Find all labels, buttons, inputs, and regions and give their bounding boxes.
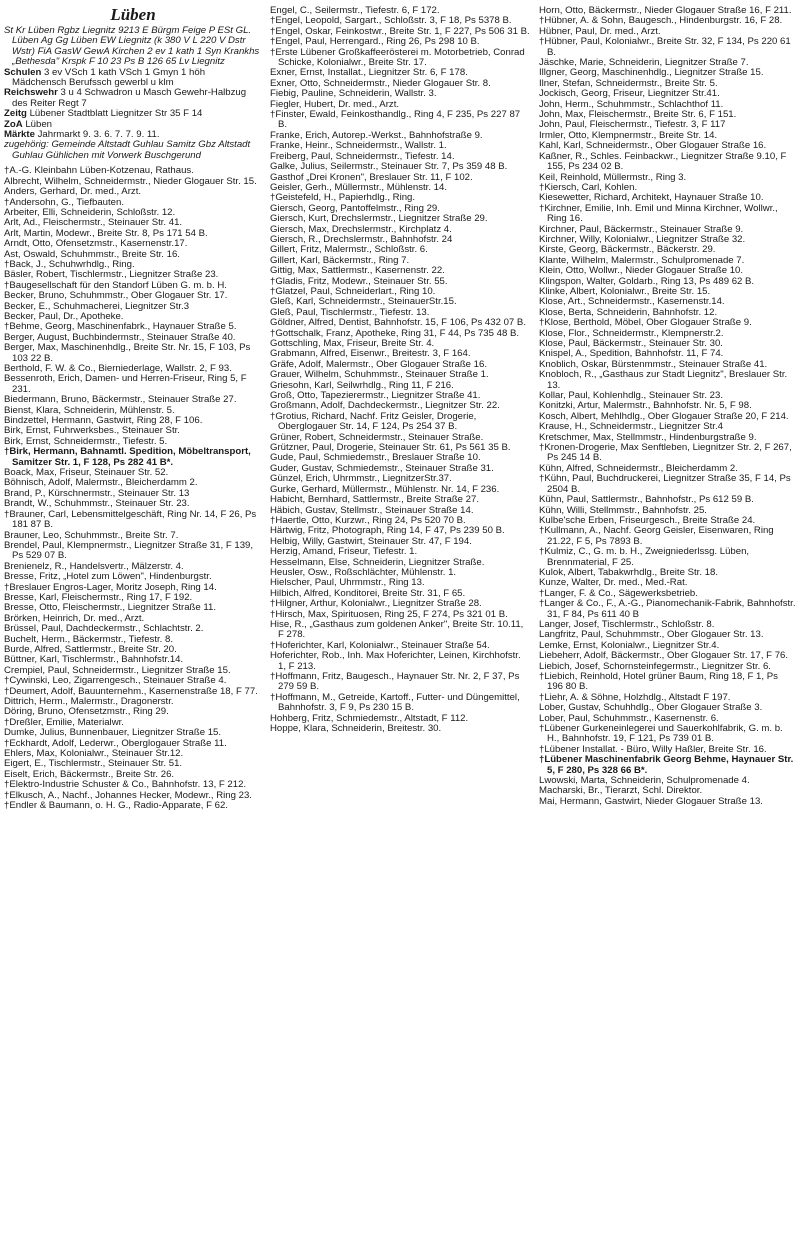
directory-entry: Ast, Oswald, Schuhmmstr., Breite Str. 16. [4, 248, 180, 260]
directory-entry: Gurke, Gerhard, Müllermstr., Mühlenstr. Nr. 14, F 236. [270, 483, 500, 495]
column-3 [539, 6, 796, 1254]
directory-entry: Knispel, A., Spedition, Bahnhofstr. 11, F 74. [539, 348, 724, 360]
directory-entry: Gräfe, Adolf, Malermstr., Ober Glogauer Straße 16. [270, 358, 488, 370]
directory-entry: Kirchner, Paul, Bäckermstr., Steinauer Straße 9. [539, 223, 744, 235]
directory-entry: †Birk, Hermann, Bahnamtl. Spedition, Möbeltransport, Samitzer Str. 1, F 128, Ps 282 41 B*. [4, 446, 251, 468]
directory-entry: Klinke, Albert, Kolonialwr., Breite Str. 15. [539, 285, 711, 297]
section-label: Reichswehr [4, 87, 58, 99]
directory-entry: Büttner, Karl, Tischlermstr., Bahnhofstr.14. [4, 654, 184, 666]
section-text: Jahrmarkt 9. 3. 6. 7. 7. 9. 11. [34, 129, 160, 141]
directory-entry: Becker, E., Schuhmacherei, Liegnitzer Str.3 [4, 300, 190, 312]
directory-entry: †Klose, Berthold, Möbel, Ober Glogauer Straße 9. [539, 317, 752, 329]
section-schulen [4, 68, 262, 89]
directory-entry: Hoferichter, Rob., Inh. Max Hoferichter, Leinen, Kirchhofstr. 1, F 213. [270, 650, 521, 672]
entry-list-col1 [4, 166, 262, 811]
directory-entry: Geisler, Gerh., Müllermstr., Mühlenstr. 14. [270, 181, 448, 193]
directory-entry: Jäschke, Marie, Schneiderin, Liegnitzer Straße 7. [539, 57, 749, 69]
section-label: ZoA [4, 118, 23, 130]
directory-entry: Hohberg, Fritz, Schmiedemstr., Altstadt, F 112. [270, 712, 469, 724]
directory-entry: †Hübner, A. & Sohn, Baugesch., Hindenburgstr. 16, F 28. [539, 15, 783, 27]
directory-entry: Knobloch, R., „Gasthaus zur Stadt Liegnitz", Breslauer Str. 13. [539, 369, 788, 391]
directory-entry: Bessenroth, Erich, Damen- und Herren-Friseur, Ring 5, F 231. [4, 373, 247, 395]
directory-entry: Franke, Heinr., Schneidermstr., Wallstr. 1. [270, 140, 447, 152]
directory-entry: Bresse, Otto, Fleischermstr., Liegnitzer Straße 11. [4, 602, 217, 614]
directory-entry: †Brauner, Carl, Lebensmittelgeschäft, Ring Nr. 14, F 26, Ps 181 87 B. [4, 508, 257, 531]
directory-entry: Kahl, Karl, Schneidermstr., Ober Glogauer Straße 16. [539, 140, 767, 152]
directory-entry: Exner, Otto, Schneidermstr., Nieder Glogauer Str. 8. [270, 77, 491, 89]
section-text: Lübener Stadtblatt Liegnitzer Str 35 F 14 [26, 108, 203, 120]
directory-entry: Heusler, Osw., Roßschlächter, Mühlenstr. 1. [270, 566, 457, 578]
section-reichswehr [4, 88, 262, 109]
directory-entry: Giersch, R., Drechslermstr., Bahnhofstr. 24 [270, 233, 453, 245]
directory-entry: Böhnisch, Adolf, Malermstr., Bleicherdamm 2. [4, 477, 198, 489]
directory-entry: Gottschling, Max, Friseur, Breite Str. 4. [270, 338, 435, 349]
section-text: 3 ev VSch 1 kath VSch 1 Gmyn 1 höh Mädchensch Berufssch gewerbl u klm [12, 66, 206, 89]
directory-entry: Grabmann, Alfred, Eisenwr., Breitestr. 3, F 164. [270, 348, 471, 360]
directory-entry: †Erste Lübener Großkaffeerösterei m. Motorbetrieb, Conrad Schicke, Kolonialwr., Breite Str. 17. [270, 46, 525, 69]
directory-entry: Kosch, Albert, Mehlhdlg., Ober Glogauer Straße 20, F 214. [539, 410, 789, 422]
directory-entry: Langer, Josef, Tischlermstr., Schloßstr. 8. [539, 618, 715, 630]
directory-entry: Ilner, Stefan, Schneidermstr., Breite Str. 5. [539, 77, 718, 89]
directory-entry: †Hilgner, Arthur, Kolonialwr., Liegnitzer Straße 28. [270, 598, 482, 610]
directory-entry: Griesohn, Karl, Seilwrhdlg., Ring 11, F 216. [270, 379, 454, 391]
directory-entry: Brörken, Heinrich, Dr. med., Arzt. [4, 612, 145, 624]
directory-entry: Kühn, Alfred, Schneidermstr., Bleicherdamm 2. [539, 462, 738, 474]
directory-entry: Birk, Ernst, Schneidermstr., Tiefestr. 5. [4, 435, 168, 447]
directory-entry: Lober, Gustav, Schuhhdlg., Ober Glogauer Straße 3. [539, 702, 763, 714]
directory-entry: Arbeiter, Elli, Schneiderin, Schloßstr. 12. [4, 206, 176, 218]
directory-entry: †Grotius, Richard, Nachf. Fritz Geisler, Drogerie, Oberglogauer Str. 14, F 124, Ps 254 37 B. [270, 410, 477, 433]
directory-entry: †A.-G. Kleinbahn Lüben-Kotzenau, Rathaus. [4, 165, 194, 177]
directory-entry: Brand, P., Kürschnermstr., Steinauer Str. 13 [4, 487, 190, 499]
directory-entry: †Kühn, Paul, Buchdruckerei, Liegnitzer Straße 35, F 14, Ps 2504 B. [539, 473, 791, 495]
directory-entry: Liebeherr, Adolf, Bäckermstr., Ober Glogauer Str. 17, F 76. [539, 650, 789, 662]
directory-entry: †Geistefeld, H., Papierhdlg., Ring. [270, 192, 416, 204]
directory-entry: Bindzettel, Hermann, Gastwirt, Ring 28, F 106. [4, 415, 203, 427]
directory-entry: †Liebich, Reinhold, Hotel grüner Baum, Ring 18, F 1, Ps 196 80 B. [539, 671, 778, 693]
directory-entry: Hesselmann, Else, Schneiderin, Liegnitzer Straße. [270, 556, 485, 568]
directory-entry: Klingspon, Walter, Goldarb., Ring 13, Ps 489 62 B. [539, 275, 755, 287]
directory-entry: John, Herm., Schuhmmstr., Schlachthof 11. [539, 98, 724, 110]
directory-entry: †Kullmann, A., Nachf. Georg Geisler, Eisenwaren, Ring 21.22, F 5, Ps 7893 B. [539, 525, 774, 547]
directory-entry: Engel, C., Seilermstr., Tiefestr. 6, F 172. [270, 6, 440, 16]
directory-entry: †Andersohn, G., Tiefbauten. [4, 196, 125, 208]
directory-entry: Biedermann, Bruno, Bäckermstr., Steinauer Straße 27. [4, 394, 237, 406]
directory-entry: Helbig, Willy, Gastwirt, Steinauer Str. 47, F 194. [270, 535, 472, 547]
directory-entry: †Baugesellschaft für den Standorf Lüben G. m. b. H. [4, 279, 227, 291]
directory-entry: †Hoffmann, Fritz, Baugesch., Haynauer Str. Nr. 2, F 37, Ps 279 59 B. [270, 671, 520, 693]
directory-entry: Giersch, Kurt, Drechslermstr., Liegnitzer Straße 29. [270, 213, 488, 225]
directory-entry: Liebich, Josef, Schornsteinfegermstr., Liegnitzer Str. 6. [539, 660, 771, 672]
directory-entry: Becker, Paul, Dr., Apotheke. [4, 310, 124, 322]
directory-entry: Galke, Julius, Seilermstr., Steinauer Str. 7, Ps 359 48 B. [270, 161, 508, 173]
directory-entry: Horn, Otto, Bäckermstr., Nieder Glogauer Straße 16, F 211. [539, 6, 792, 16]
directory-entry: Hoppe, Klara, Schneiderin, Breitestr. 30. [270, 723, 442, 735]
zugehoerig-note: zugehörig: Gemeinde Altstadt Guhlau Samitz Gbz Altstadt Guhlau Gühlichen mit Vorwerk Buschgerund [4, 139, 251, 161]
directory-entry: Dittrich, Herm., Malermstr., Dragonerstr. [4, 696, 174, 707]
directory-entry: Brendel, Paul, Klempnermstr., Liegnitzer Straße 31, F 139, Ps 529 07 B. [4, 539, 254, 562]
directory-entry: Großmann, Adolf, Dachdeckermstr., Liegnitzer Str. 22. [270, 400, 500, 412]
directory-entry: Mai, Hermann, Gastwirt, Nieder Glogauer Straße 13. [539, 795, 763, 807]
directory-entry: †Elektro-Industrie Schuster & Co., Bahnhofstr. 13, F 212. [4, 779, 247, 791]
directory-entry: Hise, R., „Gasthaus zum goldenen Anker", Breite Str. 10.11, F 278. [270, 618, 524, 641]
directory-entry: Illgner, Georg, Maschinenhdlg., Liegnitzer Straße 15. [539, 67, 764, 79]
column-1 [4, 6, 262, 1254]
directory-entry: Kühn, Willi, Stellmmstr., Bahnhofstr. 25. [539, 504, 707, 516]
directory-entry: Kretschmer, Max, Stellmmstr., Hindenburgstraße 9. [539, 431, 757, 443]
directory-entry: Gleß, Paul, Tischlermstr., Tiefestr. 13. [270, 306, 430, 318]
section-text: 3 u 4 Schwadron u Masch Gewehr-Halbzug des Reiter Regt 7 [12, 87, 247, 109]
directory-entry: †Hoffmann, M., Getreide, Kartoff., Futter- und Düngemittel, Bahnhofstr. 3, F 9, Ps 230 15 B. [270, 691, 520, 714]
directory-entry: Crempiel, Paul, Schneidermstr., Liegnitzer Straße 15. [4, 664, 231, 676]
city-header-info: St Kr Lüben Rgbz Liegnitz 9213 E Bürgm Feige P ESt GL. Lüben Ag Gg Lüben EW Liegnitz (k 380 V L 220 V Dstr Wstr) FiA GasW GewA Kirchen 2 ev 1 kath 1 Syn Krankhs „Bethesda" Krspk F 10 23 Ps B 126 65 Lv Liegnitz [4, 25, 260, 68]
directory-entry: Dumke, Julius, Bunnenbauer, Liegnitzer Straße 15. [4, 727, 222, 739]
directory-entry: Bresse, Karl, Fleischermstr., Ring 17, F 192. [4, 591, 193, 603]
section-text: Lüben [22, 118, 52, 130]
directory-entry: Hübner, Paul, Dr. med., Arzt. [539, 25, 661, 37]
directory-entry: Gleß, Karl, Schneidermstr., SteinauerStr.15. [270, 296, 457, 308]
directory-entry: Gittig, Max, Sattlermstr., Kasernenstr. 22. [270, 265, 445, 277]
directory-entry: Anders, Gerhard, Dr. med., Arzt. [4, 186, 142, 198]
directory-entry: Gasthof „Drei Kronen", Breslauer Str. 11, F 102. [270, 171, 473, 183]
directory-entry: †Lübener Maschinenfabrik Georg Behme, Haynauer Str. 5, F 280, Ps 328 66 B*. [539, 754, 794, 776]
entry-list-col3 [539, 6, 796, 807]
directory-entry: Bienst, Klara, Schneiderin, Mühlenstr. 5. [4, 404, 175, 416]
directory-entry: Albrecht, Wilhelm, Schneidermstr., Nieder Glogauer Str. 15. [4, 175, 257, 187]
directory-entry: Günzel, Erich, Uhrmmstr., LiegnitzerStr.37. [270, 473, 452, 485]
directory-entry: †Breslauer Engros-Lager, Moritz Joseph, Ring 14. [4, 581, 217, 593]
directory-entry: Kühn, Paul, Sattlermstr., Bahnhofstr., Ps 612 59 B. [539, 494, 754, 506]
directory-entry: Kollar, Paul, Kohlenhdlg., Steinauer Str. 23. [539, 390, 723, 402]
section-label: Zeitg [4, 108, 27, 120]
directory-entry: †Engel, Paul, Herrengard., Ring 26, Ps 298 10 B. [270, 36, 480, 48]
directory-entry: †Kirchner, Emilie, Inh. Emil und Minna Kirchner, Wollwr., Ring 16. [539, 202, 778, 225]
directory-entry: Grauer, Wilhelm, Schuhmmstr., Steinauer Straße 1. [270, 369, 489, 381]
directory-entry: Lwowski, Marta, Schneiderin, Schulpromenade 4. [539, 775, 750, 787]
directory-entry: Berthold, F. W. & Co., Bierniederlage, Wallstr. 2, F 93. [4, 363, 232, 374]
directory-entry: †Engel, Leopold, Sargart., Schloßstr. 3, F 18, Ps 5378 B. [270, 15, 512, 27]
directory-entry: Konitzki, Artur, Malermstr., Bahnhofstr. Nr. 5, F 98. [539, 400, 752, 412]
directory-entry: Groß, Otto, Tapezierermstr., Liegnitzer Straße 41. [270, 390, 481, 402]
directory-entry: Burde, Alfred, Sattlermstr., Breite Str. 20. [4, 643, 177, 655]
directory-entry: Grützner, Paul, Drogerie, Steinauer Str. 61, Ps 561 35 B. [270, 442, 511, 454]
directory-entry: Brandt, W., Schuhmmstr., Steinauer Str. 23. [4, 498, 190, 510]
directory-entry: Brüssel, Paul, Dachdeckermstr., Schlachtstr. 2. [4, 623, 204, 635]
directory-entry: Irmler, Otto, Klempnermstr., Breite Str. 14. [539, 129, 718, 141]
directory-entry: Klante, Wilhelm, Malermstr., Schulpromenade 7. [539, 254, 745, 266]
directory-entry: Jockisch, Georg, Friseur, Liegnitzer Str.41. [539, 88, 720, 100]
directory-entry: Keil, Reinhold, Müllermstr., Ring 3. [539, 171, 687, 183]
directory-entry: Berger, August, Buchbindermstr., Steinauer Straße 40. [4, 331, 236, 343]
directory-entry: Döring, Bruno, Ofensetzmstr., Ring 29. [4, 706, 169, 718]
directory-entry: Knoblich, Oskar, Bürstenmmstr., Steinauer Straße 41. [539, 358, 768, 370]
directory-entry: Franke, Erich, Autorep.-Werkst., Bahnhofstraße 9. [270, 129, 483, 141]
directory-entry: Kiesewetter, Richard, Architekt, Haynauer Straße 10. [539, 192, 764, 204]
directory-entry: †Engel, Oskar, Feinkostwr., Breite Str. 1, F 227, Ps 506 31 B. [270, 25, 530, 37]
directory-entry: Gillert, Fritz, Malermstr., Schloßstr. 6. [270, 244, 428, 256]
directory-entry: Klose, Flor., Schneidermstr., Klempnerstr.2. [539, 327, 724, 339]
directory-entry: Kulok, Albert, Tabakwrhdlg., Breite Str. 18. [539, 566, 719, 578]
city-title: Lüben [110, 6, 156, 24]
directory-entry: Hielscher, Paul, Uhrmmstr., Ring 13. [270, 577, 425, 589]
directory-entry: Klose, Art., Schneidermstr., Kasernenstr.14. [539, 296, 725, 308]
directory-entry: †Liehr, A. & Söhne, Holzhdlg., Altstadt F 197. [539, 691, 731, 703]
directory-entry: Hilbich, Alfred, Konditorei, Breite Str. 31, F 65. [270, 587, 466, 599]
directory-entry: Fiebig, Pauline, Schneiderin, Wallstr. 3. [270, 88, 437, 100]
directory-entry: Grüner, Robert, Schneidermstr., Steinauer Straße. [270, 431, 484, 443]
directory-entry: Göldner, Alfred, Dentist, Bahnhofstr. 15, F 106, Ps 432 07 B. [270, 317, 526, 329]
directory-entry: †Glatzel, Paul, Schneiderlart., Ring 10. [270, 285, 436, 297]
directory-entry: Kaßner, R., Schles. Feinbackwr., Liegnitzer Straße 9.10, F 155, Ps 234 02 B. [539, 150, 787, 173]
directory-entry: †Endler & Baumann, o. H. G., Radio-Apparate, F 62. [4, 800, 228, 812]
directory-entry: Herzig, Amand, Friseur, Tiefestr. 1. [270, 546, 418, 558]
directory-entry: Arlt, Martin, Modewr., Breite Str. 8, Ps 171 54 B. [4, 227, 208, 239]
section-label: Märkte [4, 129, 35, 141]
directory-entry: †Kulmiz, C., G. m. b. H., Zweigniederlssg. Lüben, Brennmaterial, F 25. [539, 546, 750, 568]
directory-entry: Bresse, Fritz, „Hotel zum Löwen", Hindenburgstr. [4, 571, 212, 583]
directory-entry: Eiselt, Erich, Bäckermstr., Breite Str. 26. [4, 768, 175, 780]
directory-entry: Exner, Ernst, Installat., Liegnitzer Str. 6, F 178. [270, 67, 468, 79]
directory-entry: Kunze, Walter, Dr. med., Med.-Rat. [539, 577, 688, 589]
directory-entry: John, Paul, Fleischermstr., Tiefestr. 3, F 117 [539, 119, 726, 131]
directory-entry: Brenienelz, R., Handelsvertr., Mälzerstr. 4. [4, 560, 184, 572]
directory-entry: Boack, Max, Friseur, Steinauer Str. 52. [4, 467, 169, 479]
directory-entry: †Hoferichter, Karl, Kolonialwr., Steinauer Straße 54. [270, 639, 490, 651]
directory-entry: Macharski, Br., Tierarzt, Schl. Direktor. [539, 785, 703, 797]
directory-entry: Birk, Ernst, Fuhrwerksbes., Steinauer Str. [4, 425, 180, 437]
directory-entry: Härtwig, Fritz, Photograph, Ring 14, F 47, Ps 239 50 B. [270, 525, 505, 537]
directory-entry: Kirste, Georg, Bäckermstr., Bäckerstr. 29. [539, 244, 716, 256]
directory-entry: Kulbe'sche Erben, Friseurgesch., Breite Straße 24. [539, 514, 756, 526]
directory-entry: Klein, Otto, Wollwr., Nieder Glogauer Straße 10. [539, 265, 744, 277]
directory-entry: Gillert, Karl, Bäckermstr., Ring 7. [270, 254, 410, 266]
directory-entry: Lober, Paul, Schuhmmstr., Kasernenstr. 6. [539, 712, 719, 724]
directory-entry: †Gladis, Fritz, Modewr., Steinauer Str. 55. [270, 275, 448, 287]
directory-entry: Giersch, Georg, Pantoffelmstr., Ring 29. [270, 202, 440, 214]
directory-entry: †Finster, Ewald, Feinkosthandlg., Ring 4, F 235, Ps 227 87 B. [270, 109, 521, 131]
directory-entry: Gude, Paul, Schmiedemstr., Breslauer Straße 10. [270, 452, 481, 464]
directory-entry: Becker, Bruno, Schuhmmstr., Ober Glogauer Str. 17. [4, 290, 228, 302]
directory-entry: Eigert, E., Tischlermstr., Steinauer Str. 51. [4, 758, 183, 770]
directory-entry: †Hirsch, Max, Spirituosen, Ring 25, F 274, Ps 321 01 B. [270, 608, 508, 620]
directory-entry: †Kiersch, Carl, Kohlen. [539, 181, 638, 193]
directory-entry: †Lübener Installat. - Büro, Willy Haßler, Breite Str. 16. [539, 743, 767, 755]
directory-entry: Arlt, Ad., Fleischermstr., Steinauer Str. 41. [4, 217, 183, 229]
directory-entry: Habicht, Bernhard, Sattlermstr., Breite Straße 27. [270, 494, 480, 506]
directory-entry: Berger, Max, Maschinenhdlg., Breite Str. Nr. 15, F 103, Ps 103 22 B. [4, 342, 251, 364]
directory-entry: †Kronen-Drogerie, Max Senftleben, Liegnitzer Str. 2, F 267, Ps 245 14 B. [539, 442, 792, 464]
directory-entry: Lemke, Ernst, Kolonialwr., Liegnitzer Str.4. [539, 639, 720, 651]
directory-entry: †Haertle, Otto, Kurzwr., Ring 24, Ps 520 70 B. [270, 514, 466, 526]
section-label: Schulen [4, 66, 42, 78]
directory-entry: Ehlers, Max, Kolonialwr., Steinauer Str.12. [4, 748, 184, 760]
directory-entry: Freiberg, Paul, Schneidermstr., Tiefestr. 14. [270, 150, 455, 162]
directory-entry: †Eckhardt, Adolf, Lederwr., Oberglogauer Straße 11. [4, 737, 227, 749]
directory-entry: Klose, Paul, Bäckermstr., Steinauer Str. 30. [539, 338, 723, 349]
directory-entry: Brauner, Leo, Schuhmmstr., Breite Str. 7. [4, 529, 179, 541]
directory-entry: †Hübner, Paul, Kolonialwr., Breite Str. 32, F 134, Ps 220 61 B. [539, 36, 791, 58]
directory-entry: John, Max, Fleischermstr., Breite Str. 6, F 151. [539, 109, 737, 121]
directory-entry: Kirchner, Willy, Kolonialwr., Liegnitzer Straße 32. [539, 233, 746, 245]
directory-entry: Klose, Berta, Schneiderin, Bahnhofstr. 12. [539, 306, 718, 318]
directory-entry: †Cywinski, Leo, Zigarrengesch., Steinauer Straße 4. [4, 675, 227, 687]
directory-entry: †Deumert, Adolf, Bauunternehm., Kasernenstraße 18, F 77. [4, 685, 258, 697]
directory-entry: †Back, J., Schuhwrhdlg., Ring. [4, 258, 135, 270]
column-2 [270, 6, 530, 1254]
directory-entry: †Langer & Co., F., A.-G., Pianomechanik-Fabrik, Bahnhofstr. 31, F 84, Ps 611 40 B [539, 598, 796, 620]
directory-entry: Fiegler, Hubert, Dr. med., Arzt. [270, 98, 400, 110]
entry-list-col2 [270, 6, 530, 734]
directory-entry: Häbich, Gustav, Stellmstr., Steinauer Straße 14. [270, 504, 474, 516]
directory-entry: Langfritz, Paul, Schuhmmstr., Ober Glogauer Str. 13. [539, 629, 764, 641]
directory-entry: Giersch, Max, Drechslermstr., Kirchplatz 4. [270, 223, 452, 235]
directory-entry: Krause, H., Schneidermstr., Liegnitzer Str.4 [539, 421, 723, 433]
directory-entry: Arndt, Otto, Ofensetzmstr., Kasernenstr.17. [4, 238, 188, 250]
directory-entry: †Elkusch, A., Nachf., Johannes Hecker, Modewr., Ring 23. [4, 789, 252, 801]
directory-entry: Bäsler, Robert, Tischlermstr., Liegnitzer Straße 23. [4, 269, 219, 281]
directory-entry: †Behme, Georg, Maschinenfabrk., Haynauer Straße 5. [4, 321, 237, 333]
directory-entry: †Langer, F. & Co., Sägewerksbetrieb. [539, 587, 698, 599]
directory-entry: Buchelt, Herm., Bäckermstr., Tiefestr. 8. [4, 633, 174, 645]
directory-entry: †Gottschalk, Franz, Apotheke, Ring 31, F 44, Ps 735 48 B. [270, 327, 520, 339]
directory-entry: Guder, Gustav, Schmiedemstr., Steinauer Straße 31. [270, 462, 494, 474]
directory-entry: †Lübener Gurkeneinlegerei und Sauerkohlfabrik, G. m. b. H., Bahnhofstr. 19, F 121, Ps 739 01 B. [539, 723, 783, 745]
directory-entry: †Dreßler, Emilie, Materialwr. [4, 716, 124, 728]
